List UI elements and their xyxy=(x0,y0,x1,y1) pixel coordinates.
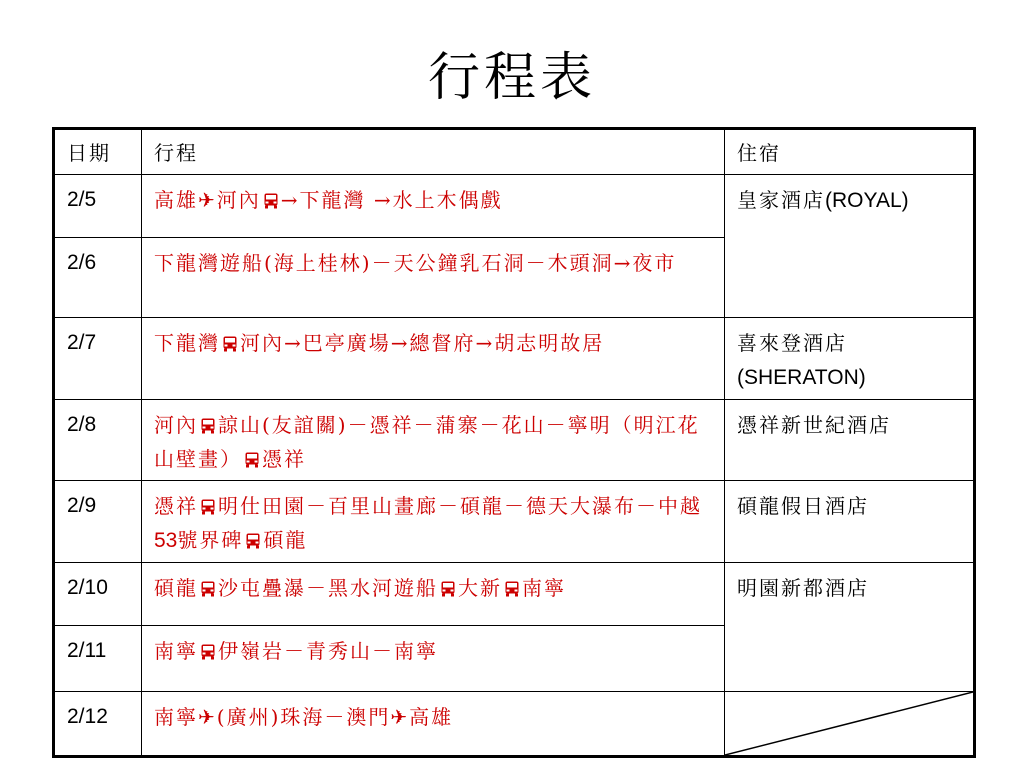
text-segment: 河內→巴亭廣場→總督府→胡志明故居 xyxy=(240,331,605,355)
text-segment: 沙屯疊瀑－黑水河遊船 xyxy=(218,576,438,600)
plane-icon: ✈ xyxy=(198,705,217,729)
date-cell: 2/8 xyxy=(54,400,142,481)
plane-icon: ✈ xyxy=(390,705,410,729)
date-cell: 2/6 xyxy=(54,238,142,318)
date-cell: 2/11 xyxy=(54,626,142,692)
date-cell: 2/12 xyxy=(54,692,142,757)
latin-segment: 53 xyxy=(154,529,178,552)
route-cell xyxy=(142,626,725,692)
header-row xyxy=(54,129,975,175)
bus-icon xyxy=(223,326,237,360)
header-route: 行程 xyxy=(142,129,725,175)
text-segment: 下龍灣遊船(海上桂林)－天公鐘乳石洞－木頭洞→夜市 xyxy=(154,251,677,275)
text-segment: 下龍灣 xyxy=(154,331,220,355)
route-cell xyxy=(142,563,725,626)
text-segment: 明仕田園－百里山畫廊－碩龍－德天大瀑布－中越 xyxy=(218,494,702,518)
bus-icon xyxy=(505,571,519,605)
text-segment: 喜來登酒店 xyxy=(737,331,847,355)
header-date: 日期 xyxy=(54,129,142,175)
bus-icon xyxy=(201,634,215,668)
bus-icon xyxy=(246,523,260,557)
text-segment: 憑祥 xyxy=(262,447,306,471)
text-segment: 高雄 xyxy=(154,188,198,212)
date-cell: 2/10 xyxy=(54,563,142,626)
text-segment: 憑祥 xyxy=(154,494,198,518)
text-segment: 高雄 xyxy=(409,705,454,729)
bus-icon xyxy=(201,489,215,523)
date-cell: 2/9 xyxy=(54,481,142,563)
header-hotel: 住宿 xyxy=(725,129,975,175)
bus-icon xyxy=(264,183,278,217)
route-cell xyxy=(142,238,725,318)
diagonal-line xyxy=(725,692,973,755)
bus-icon xyxy=(201,408,215,442)
route-cell xyxy=(142,318,725,400)
text-segment: 碩龍 xyxy=(154,576,198,600)
empty-hotel-cell xyxy=(725,692,975,757)
text-segment: 諒山(友誼關)－憑祥－蒲寨－花山－寧明（明江花山壁畫） xyxy=(154,413,700,471)
text-segment: 伊嶺岩－青秀山－南寧 xyxy=(218,639,438,663)
text-segment: 皇家酒店 xyxy=(737,188,825,212)
text-segment: 大新 xyxy=(458,576,502,600)
bus-icon xyxy=(245,442,259,476)
hotel-cell xyxy=(725,481,975,563)
date-cell: 2/7 xyxy=(54,318,142,400)
page-title: 行程表 xyxy=(427,48,596,108)
table-row xyxy=(54,563,975,626)
route-cell xyxy=(142,692,725,757)
route-cell xyxy=(142,400,725,481)
text-segment: 明園新都酒店 xyxy=(737,576,869,600)
route-cell xyxy=(142,175,725,238)
hotel-cell xyxy=(725,175,975,318)
table-row xyxy=(54,175,975,238)
text-segment: 南寧 xyxy=(522,576,566,600)
plane-icon: ✈ xyxy=(198,188,217,212)
itinerary-table xyxy=(52,127,976,758)
text-segment: 憑祥新世紀酒店 xyxy=(737,413,891,437)
hotel-cell xyxy=(725,400,975,481)
hotel-cell xyxy=(725,318,975,400)
table-row xyxy=(54,481,975,563)
latin-segment: (ROYAL) xyxy=(825,189,909,212)
text-segment: 碩龍假日酒店 xyxy=(737,494,869,518)
table-row xyxy=(54,692,975,757)
text-segment: (廣州)珠海－澳門 xyxy=(216,705,391,729)
text-segment: 碩龍 xyxy=(263,528,308,552)
table-row xyxy=(54,400,975,481)
text-segment: 南寧 xyxy=(154,705,198,729)
text-segment: →下龍灣 →水上木偶戲 xyxy=(280,188,503,212)
text-segment: 號界碑 xyxy=(177,528,244,552)
hotel-cell xyxy=(725,563,975,692)
table-row xyxy=(54,318,975,400)
bus-icon xyxy=(441,571,455,605)
route-cell xyxy=(142,481,725,563)
text-segment: 河內 xyxy=(216,188,261,212)
text-segment: 河內 xyxy=(154,413,198,437)
bus-icon xyxy=(201,571,215,605)
date-cell: 2/5 xyxy=(54,175,142,238)
text-segment: 南寧 xyxy=(154,639,198,663)
latin-segment: (SHERATON) xyxy=(737,366,866,389)
